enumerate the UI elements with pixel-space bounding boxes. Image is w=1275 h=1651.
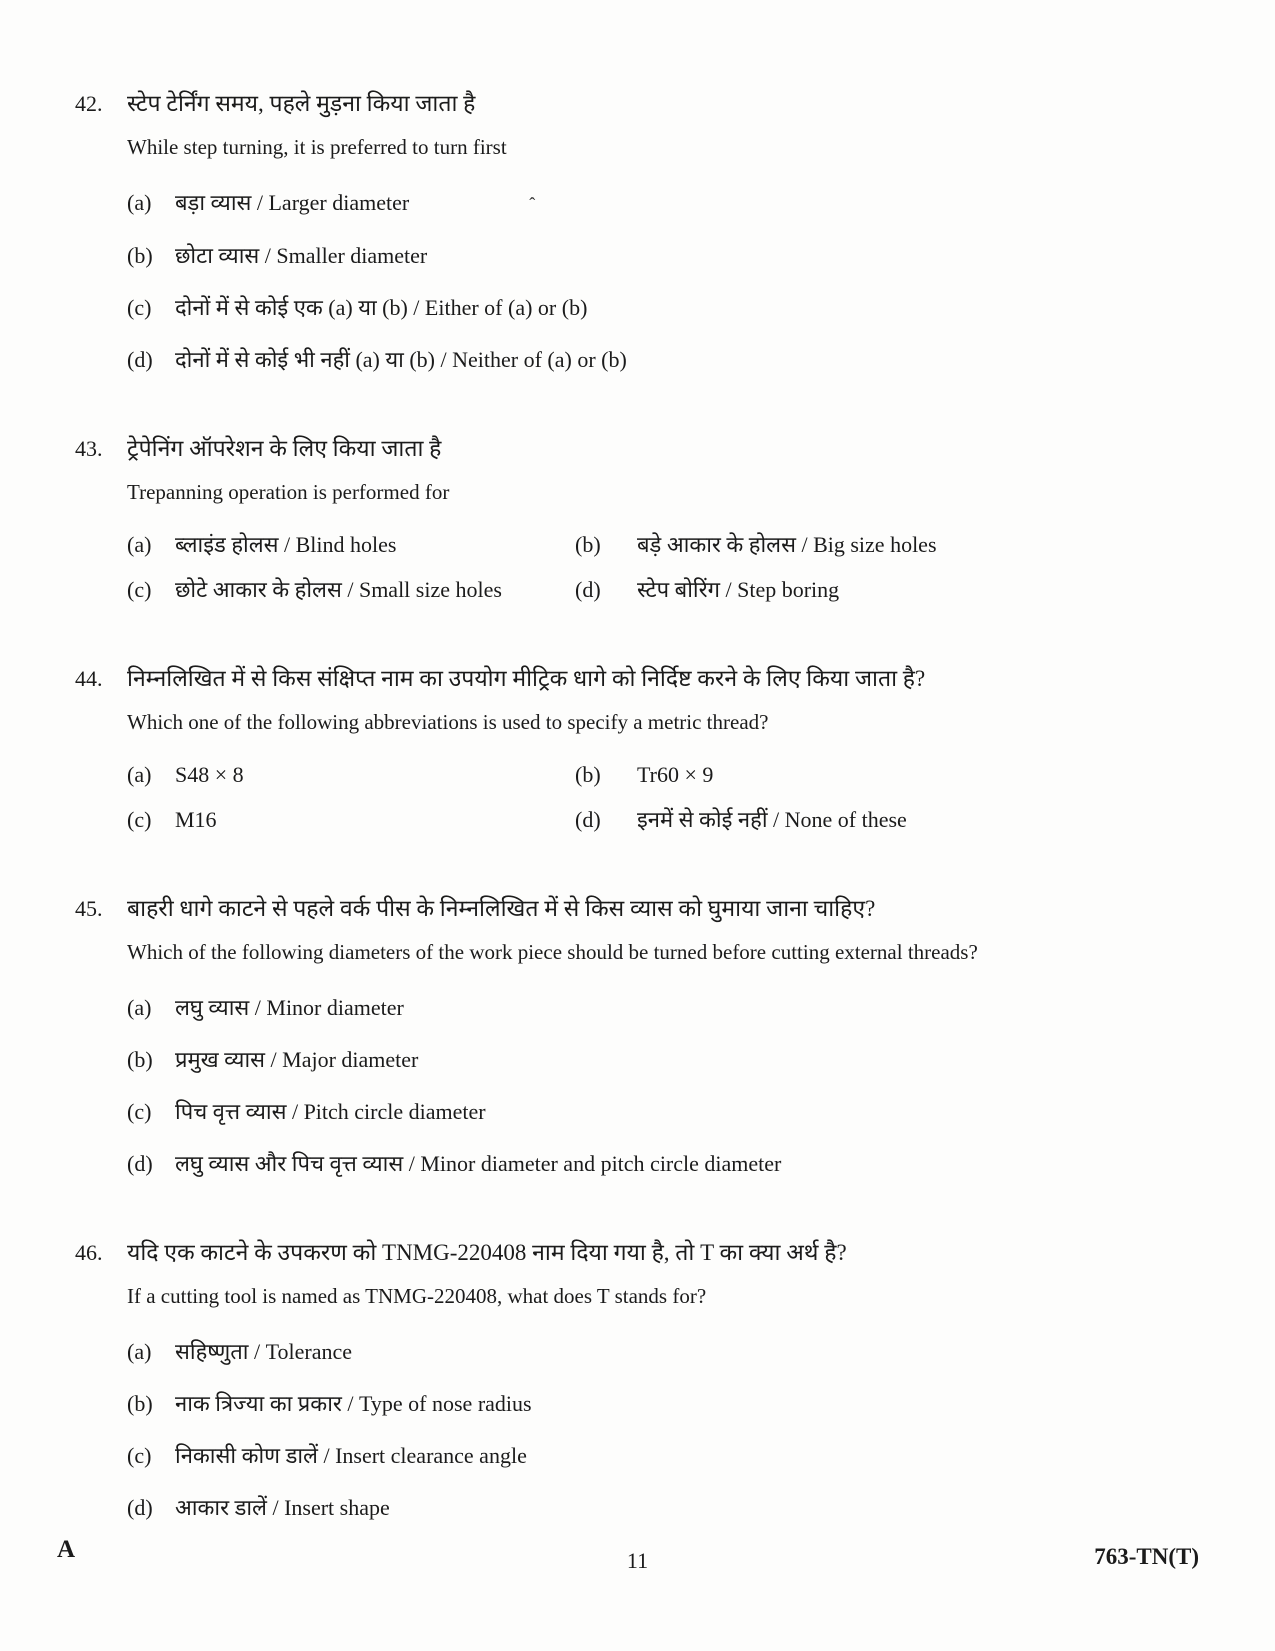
question-46 — [75, 1237, 1220, 1523]
stray-caret-mark: ˆ — [529, 194, 536, 214]
question-46-option-b — [127, 1389, 1220, 1419]
option-label: (c) — [127, 577, 152, 602]
question-45-option-d — [127, 1149, 1220, 1179]
question-43-option-d: स्टेप बोरिंग / Step boring — [637, 577, 840, 602]
option-label: (c) — [127, 1443, 152, 1468]
option-text: बड़ा व्यास / Larger diameter ˆ — [175, 188, 1220, 219]
question-42-option-b — [127, 241, 1220, 271]
option-text: लघु व्यास और पिच वृत्त व्यास / Minor diameter and pitch circle diameter — [175, 1151, 782, 1176]
question-list — [0, 88, 1275, 1523]
question-44-option-c: M16 — [175, 807, 217, 832]
question-45 — [75, 893, 1220, 1179]
question-45-number: 45. — [75, 896, 103, 921]
question-45-hindi-text: बाहरी धागे काटने से पहले वर्क पीस के निम्नलिखित में से किस व्यास को घुमाया जाना चाहिए? — [127, 896, 876, 921]
question-46-option-d — [127, 1493, 1220, 1523]
question-43-option-a: ब्लाइंड होलस / Blind holes — [175, 532, 397, 557]
paper-code: 763-TN(T) — [1094, 1544, 1199, 1569]
question-42 — [75, 88, 1220, 375]
option-label: (c) — [127, 807, 152, 832]
booklet-set-code: A — [57, 1536, 76, 1563]
question-46-number: 46. — [75, 1240, 103, 1265]
question-44-english-text: Which one of the following abbreviations is used to specify a metric thread? — [127, 710, 769, 734]
option-text: सहिष्णुता / Tolerance — [175, 1339, 352, 1364]
question-42-option-a — [127, 188, 1220, 219]
question-44-hindi-text: निम्नलिखित में से किस संक्षिप्त नाम का उपयोग मीट्रिक धागे को निर्दिष्ट करने के लिए किया जाता है? — [127, 666, 926, 691]
option-text: पिच वृत्त व्यास / Pitch circle diameter — [175, 1099, 486, 1124]
question-43-option-b: बड़े आकार के होलस / Big size holes — [637, 532, 937, 557]
question-45-option-b — [127, 1045, 1220, 1075]
question-43-english-text: Trepanning operation is performed for — [127, 480, 450, 504]
question-44-number: 44. — [75, 666, 103, 691]
option-label: (b) — [127, 1391, 153, 1416]
option-label: (d) — [575, 807, 601, 832]
option-text: नाक त्रिज्या का प्रकार / Type of nose radius — [175, 1391, 532, 1416]
question-45-english-text: Which of the following diameters of the work piece should be turned before cutting external threads? — [127, 940, 978, 964]
question-46-hindi-text: यदि एक काटने के उपकरण को TNMG-220408 नाम दिया गया है, तो T का क्या अर्थ है? — [127, 1240, 847, 1265]
question-44-option-a: S48 × 8 — [175, 762, 244, 787]
option-label: (d) — [127, 1151, 153, 1176]
option-text: आकार डालें / Insert shape — [175, 1495, 390, 1520]
question-43 — [75, 433, 1220, 605]
option-text: लघु व्यास / Minor diameter — [175, 995, 404, 1020]
question-44 — [75, 663, 1220, 835]
question-42-english-text: While step turning, it is preferred to turn first — [127, 135, 507, 159]
question-45-option-c — [127, 1097, 1220, 1127]
option-label: (a) — [127, 762, 152, 787]
question-43-option-c: छोटे आकार के होलस / Small size holes — [175, 577, 502, 602]
question-42-number: 42. — [75, 91, 103, 116]
question-44-option-d: इनमें से कोई नहीं / None of these — [637, 807, 907, 832]
option-label: (b) — [575, 762, 601, 787]
option-text: दोनों में से कोई भी नहीं (a) या (b) / Neither of (a) or (b) — [175, 347, 627, 372]
option-text: दोनों में से कोई एक (a) या (b) / Either of (a) or (b) — [175, 295, 588, 320]
option-label: (a) — [127, 190, 152, 215]
option-text: प्रमुख व्यास / Major diameter — [175, 1047, 419, 1072]
option-label: (d) — [575, 577, 601, 602]
question-43-number: 43. — [75, 436, 103, 461]
question-43-hindi-text: ट्रेपेनिंग ऑपरेशन के लिए किया जाता है — [127, 436, 442, 461]
question-46-option-a — [127, 1337, 1220, 1367]
option-label: (d) — [127, 1495, 153, 1520]
option-label: (c) — [127, 295, 152, 320]
question-44-option-b: Tr60 × 9 — [637, 762, 714, 787]
question-46-option-c — [127, 1441, 1220, 1471]
question-45-option-a — [127, 993, 1220, 1023]
question-42-option-d — [127, 345, 1220, 375]
option-label: (a) — [127, 1339, 152, 1364]
question-42-hindi-text: स्टेप टेर्निंग समय, पहले मुड़ना किया जाता है — [127, 91, 476, 116]
option-label: (b) — [575, 532, 601, 557]
option-text: निकासी कोण डालें / Insert clearance angle — [175, 1443, 527, 1468]
option-text: छोटा व्यास / Smaller diameter — [175, 243, 428, 268]
option-label: (b) — [127, 1047, 153, 1072]
option-label: (c) — [127, 1099, 152, 1124]
option-label: (a) — [127, 532, 152, 557]
option-label: (b) — [127, 243, 153, 268]
question-46-english-text: If a cutting tool is named as TNMG-220408, what does T stands for? — [127, 1284, 707, 1308]
question-42-option-c — [127, 293, 1220, 323]
option-label: (a) — [127, 995, 152, 1020]
option-label: (d) — [127, 347, 153, 372]
page-number: 11 — [626, 1548, 649, 1573]
